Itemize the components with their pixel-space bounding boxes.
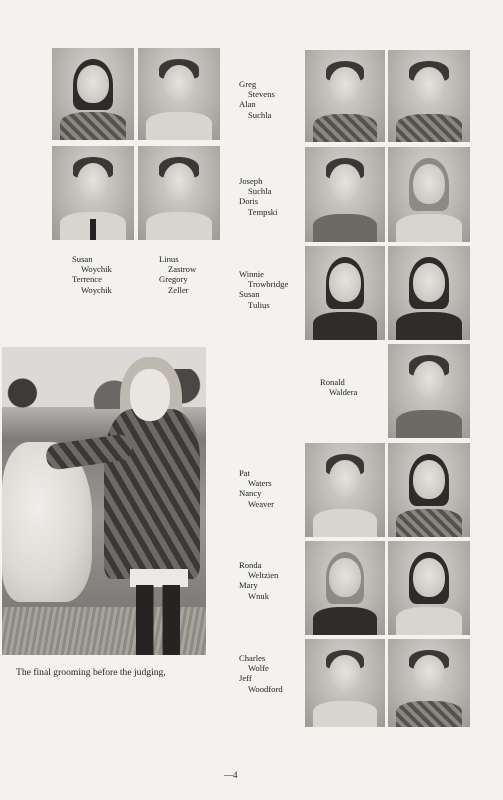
portrait-pat-waters bbox=[305, 443, 385, 537]
names-waters-weaver: Pat Waters Nancy Weaver bbox=[239, 468, 275, 509]
portrait-ronda-weltzien bbox=[305, 541, 385, 635]
names-zastrow-zeller: Linus Zastrow Gregory Zeller bbox=[159, 254, 197, 295]
page-number: —4 bbox=[224, 770, 238, 780]
names-waldera: Ronald Waldera bbox=[320, 377, 358, 398]
portrait-joseph-suchla bbox=[305, 147, 385, 242]
portrait-linus-zastrow bbox=[138, 48, 220, 140]
portrait-terrence-woychik bbox=[52, 146, 134, 240]
photo-caption: The final grooming before the judging, bbox=[16, 667, 166, 678]
names-weltzien-wnuk: Ronda Weltzien Mary Wnuk bbox=[239, 560, 279, 601]
portrait-doris-tempski bbox=[388, 147, 470, 242]
portrait-greg-stevens bbox=[305, 50, 385, 142]
portrait-jeff-woodford bbox=[388, 639, 470, 727]
portrait-alan-suchla bbox=[388, 50, 470, 142]
names-woychik: Susan Woychik Terrence Woychik bbox=[72, 254, 112, 295]
portrait-susan-woychik bbox=[52, 48, 134, 140]
names-stevens-suchla: Greg Stevens Alan Suchla bbox=[239, 79, 275, 120]
names-wolfe-woodford: Charles Wolfe Jeff Woodford bbox=[239, 653, 283, 694]
portrait-susan-tulius bbox=[388, 246, 470, 340]
names-trowbridge-tulius: Winnie Trowbridge Susan Tulius bbox=[239, 269, 289, 310]
names-suchla-tempski: Joseph Suchla Doris Tempski bbox=[239, 176, 278, 217]
candid-photo-cow-grooming bbox=[2, 347, 206, 655]
portrait-nancy-weaver bbox=[388, 443, 470, 537]
portrait-ronald-waldera bbox=[388, 344, 470, 438]
portrait-mary-wnuk bbox=[388, 541, 470, 635]
portrait-charles-wolfe bbox=[305, 639, 385, 727]
portrait-gregory-zeller bbox=[138, 146, 220, 240]
portrait-winnie-trowbridge bbox=[305, 246, 385, 340]
